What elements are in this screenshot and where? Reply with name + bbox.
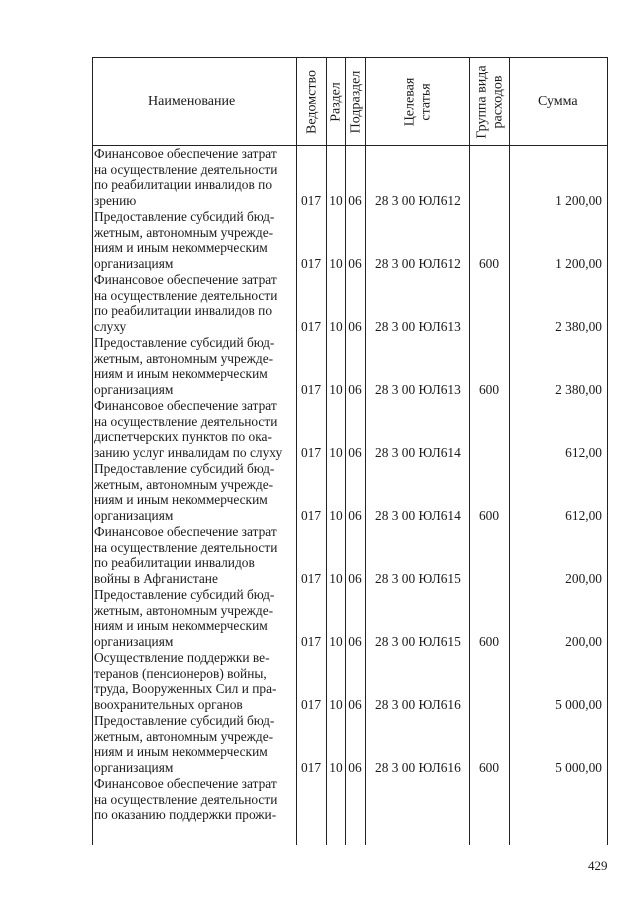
header-razdel: Раздел (328, 82, 344, 122)
header-podrazdel: Подраздел (348, 70, 363, 134)
header-summa: Сумма (538, 94, 578, 109)
row-name-line: жетным, автономным учрежде- (94, 224, 274, 240)
row-name-line: ниям и иным некоммерческим (94, 366, 268, 382)
header-vedomstvo-cell (297, 58, 327, 146)
row-vedomstvo: 017 (300, 633, 322, 649)
header-name: Наименование (148, 94, 236, 109)
row-vedomstvo: 017 (300, 507, 322, 523)
row-celevaya: 28 3 00 ЮЛ612 (375, 255, 461, 271)
row-name-line: Предоставление субсидий бюд- (94, 209, 275, 224)
column-border (345, 146, 346, 845)
row-celevaya: 28 3 00 ЮЛ615 (375, 570, 461, 586)
row-summa: 200,00 (565, 570, 602, 586)
header-gruppa-line2: расходов (490, 75, 505, 129)
row-name-line: Предоставление субсидий бюд- (94, 335, 275, 350)
row-name-line: по реабилитации инвалидов по (94, 177, 273, 193)
header-gruppa-cell (470, 58, 510, 146)
row-name-line: по реабилитации инвалидов (94, 555, 255, 571)
row-vedomstvo: 017 (300, 318, 322, 334)
row-name-line: Финансовое обеспечение затрат (94, 146, 277, 161)
row-razdel: 10 (329, 318, 343, 334)
row-name-line: Предоставление субсидий бюд- (94, 461, 275, 476)
row-name-line: по реабилитации инвалидов по (94, 303, 273, 319)
row-summa: 5 000,00 (555, 759, 602, 775)
row-summa: 200,00 (565, 633, 602, 649)
row-podrazdel: 06 (348, 570, 362, 586)
row-name-line: зрению (94, 192, 137, 208)
row-vedomstvo: 017 (300, 381, 322, 397)
row-podrazdel: 06 (348, 255, 362, 271)
row-podrazdel: 06 (348, 192, 362, 208)
row-vedomstvo: 017 (300, 570, 322, 586)
header-celevaya-cell (366, 58, 470, 146)
row-name-line: жетным, автономным учрежде- (94, 728, 274, 744)
row-celevaya: 28 3 00 ЮЛ614 (375, 444, 461, 460)
header-celevaya-line1: Целевая (402, 77, 417, 127)
column-border (509, 146, 510, 845)
row-gruppa: 600 (478, 633, 500, 649)
row-name-line: на осуществление деятельности (94, 161, 278, 177)
row-razdel: 10 (329, 759, 343, 775)
row-summa: 612,00 (565, 507, 602, 523)
row-name-line: Осуществление поддержки ве- (94, 650, 270, 665)
header-gruppa-line1: Группа вида (474, 65, 489, 139)
row-summa: 612,00 (565, 444, 602, 460)
row-name-line: ниям и иным некоммерческим (94, 240, 268, 256)
row-name-line: жетным, автономным учрежде- (94, 350, 274, 366)
row-name-line: на осуществление деятельности (94, 287, 278, 303)
row-name-line: войны в Афганистане (94, 570, 218, 586)
row-razdel: 10 (329, 696, 343, 712)
row-name-line: организациям (94, 633, 174, 649)
row-podrazdel: 06 (348, 696, 362, 712)
row-name-line: организациям (94, 507, 174, 523)
row-name-line: жетным, автономным учрежде- (94, 602, 274, 618)
row-name-line: Финансовое обеспечение затрат (94, 272, 277, 287)
row-name-line: организациям (94, 759, 174, 775)
row-vedomstvo: 017 (300, 444, 322, 460)
row-celevaya: 28 3 00 ЮЛ612 (375, 192, 461, 208)
row-razdel: 10 (329, 507, 343, 523)
row-gruppa: 600 (478, 255, 500, 271)
table-header (92, 57, 608, 146)
row-vedomstvo: 017 (300, 696, 322, 712)
row-name-line: ниям и иным некоммерческим (94, 492, 268, 508)
column-border (365, 146, 366, 845)
column-border (92, 146, 93, 845)
row-name-line: Финансовое обеспечение затрат (94, 524, 277, 539)
row-summa: 2 380,00 (555, 381, 602, 397)
row-summa: 2 380,00 (555, 318, 602, 334)
row-summa: 5 000,00 (555, 696, 602, 712)
row-celevaya: 28 3 00 ЮЛ614 (375, 507, 461, 523)
row-name-line: Предоставление субсидий бюд- (94, 587, 275, 602)
row-gruppa: 600 (478, 759, 500, 775)
row-name-line: ниям и иным некоммерческим (94, 618, 268, 634)
column-border (469, 146, 470, 845)
header-name-cell (93, 58, 297, 146)
row-razdel: 10 (329, 381, 343, 397)
row-vedomstvo: 017 (300, 192, 322, 208)
row-celevaya: 28 3 00 ЮЛ613 (375, 381, 461, 397)
row-razdel: 10 (329, 444, 343, 460)
row-celevaya: 28 3 00 ЮЛ615 (375, 633, 461, 649)
column-border (607, 146, 608, 845)
row-podrazdel: 06 (348, 444, 362, 460)
row-razdel: 10 (329, 570, 343, 586)
row-name-line: теранов (пенсионеров) войны, (94, 665, 267, 681)
row-name-line: по оказанию поддержки прожи- (94, 807, 277, 823)
row-name-line: Предоставление субсидий бюд- (94, 713, 275, 728)
row-name-line: организациям (94, 255, 174, 271)
row-celevaya: 28 3 00 ЮЛ616 (375, 696, 461, 712)
row-name-line: Финансовое обеспечение затрат (94, 776, 277, 791)
row-name-line: Финансовое обеспечение затрат (94, 398, 277, 413)
header-vedomstvo: Ведомство (304, 70, 319, 134)
column-border (296, 146, 297, 845)
row-name-line: жетным, автономным учрежде- (94, 476, 274, 492)
row-podrazdel: 06 (348, 507, 362, 523)
row-podrazdel: 06 (348, 759, 362, 775)
row-name-line: воохранительных органов (94, 696, 243, 712)
header-summa-cell (510, 58, 609, 146)
row-name-line: на осуществление деятельности (94, 791, 278, 807)
row-razdel: 10 (329, 633, 343, 649)
row-celevaya: 28 3 00 ЮЛ616 (375, 759, 461, 775)
row-podrazdel: 06 (348, 381, 362, 397)
header-razdel-cell (327, 58, 346, 146)
row-gruppa: 600 (478, 381, 500, 397)
row-name-line: ниям и иным некоммерческим (94, 744, 268, 760)
header-podrazdel-cell (346, 58, 366, 146)
row-name-line: на осуществление деятельности (94, 539, 278, 555)
row-name-line: слуху (94, 318, 127, 334)
row-gruppa: 600 (478, 507, 500, 523)
budget-table (92, 57, 608, 845)
row-podrazdel: 06 (348, 318, 362, 334)
row-vedomstvo: 017 (300, 255, 322, 271)
row-name-line: на осуществление деятельности (94, 413, 278, 429)
row-name-line: труда, Вооруженных Сил и пра- (94, 681, 277, 697)
row-summa: 1 200,00 (555, 192, 602, 208)
row-summa: 1 200,00 (555, 255, 602, 271)
header-celevaya-line2: статья (418, 83, 433, 121)
row-name-line: организациям (94, 381, 174, 397)
row-vedomstvo: 017 (300, 759, 322, 775)
row-name-line: диспетчерских пунктов по ока- (94, 429, 272, 445)
row-razdel: 10 (329, 192, 343, 208)
row-celevaya: 28 3 00 ЮЛ613 (375, 318, 461, 334)
row-name-line: занию услуг инвалидам по слуху (94, 444, 283, 460)
row-podrazdel: 06 (348, 633, 362, 649)
column-border (326, 146, 327, 845)
page-number: 429 (588, 858, 608, 873)
row-razdel: 10 (329, 255, 343, 271)
